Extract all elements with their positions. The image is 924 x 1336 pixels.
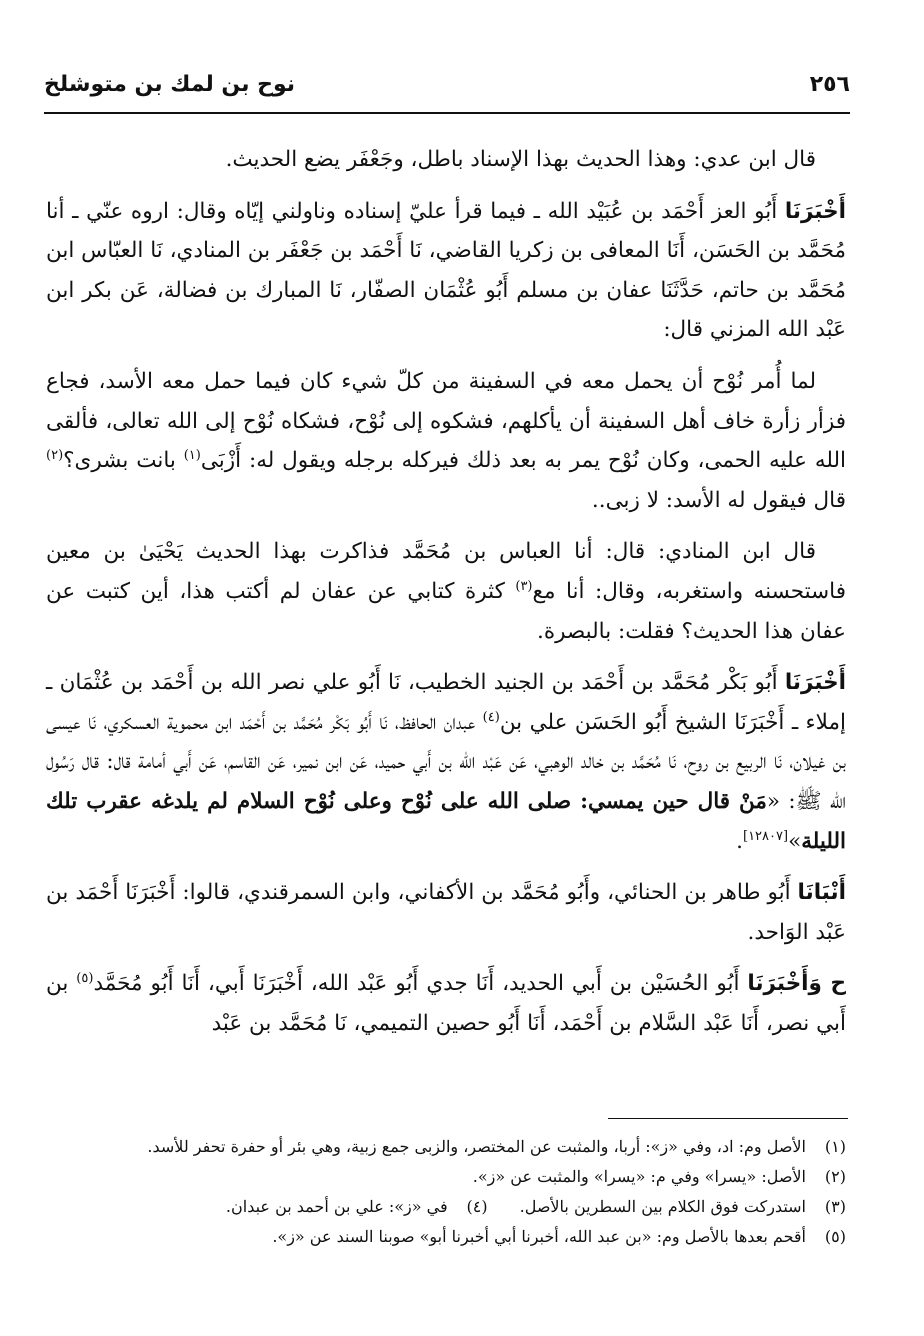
text-run: عبدان الحافظ، نَا أَبُو بَكْر مُحَمَّد بن أَحْمَد ابن محموية العسكري، نَا عيسى بن غيلان، نَا الربيع بن روح، نَا مُحَمَّد بن خالد الوهبي، عَن عَبْد الله بن أَبي حميد، عَن ابن نمير، عَن القاسم، عَن أَبي أمامة قال: قال رَسُول الله ﷺ: « bbox=[46, 709, 846, 814]
footnote-text: الأصل وم: اد، وفي «ز»: أربا، والمثبت عن المختصر، والزبى جمع زبية، وهي بئر أو حفرة تحفر للأسد. bbox=[147, 1137, 806, 1156]
text-run: قال فيقول له الأسد: لا زبى.. bbox=[591, 487, 846, 513]
text-run: أَبُو طاهر بن الحنائي، وأَبُو مُحَمَّد بن الأكفاني، وابن السمرقندي، قالوا: أَخْبَرَنَا أَحْمَد بن عَبْد الوَاحد. bbox=[46, 880, 846, 945]
footnote-number: (٢) bbox=[824, 1167, 846, 1186]
paragraph bbox=[46, 873, 846, 952]
chain-keyword: أَنْبَانَا bbox=[797, 880, 846, 906]
footnote-text: في «ز»: علي بن أحمد بن عبدان. bbox=[225, 1197, 448, 1216]
footnote-text: أقحم بعدها بالأصل وم: «بن عبد الله، أخبرنا أبي أخبرنا أبو» صوبنا السند عن «ز». bbox=[272, 1227, 806, 1246]
running-header bbox=[44, 66, 850, 106]
footnote bbox=[66, 1162, 846, 1192]
footnote-number: (١) bbox=[824, 1137, 846, 1156]
header-divider bbox=[44, 112, 850, 114]
page-number: ٢٥٦ bbox=[809, 72, 850, 97]
footnote-gap bbox=[488, 1192, 520, 1222]
footnote-marker: (٥) bbox=[76, 971, 94, 987]
footnote-number: (٤) bbox=[466, 1197, 488, 1216]
paragraph bbox=[46, 964, 846, 1043]
footnote-marker: (٤) bbox=[482, 709, 500, 725]
footnote-number: (٣) bbox=[824, 1197, 846, 1216]
footnote bbox=[66, 1222, 846, 1252]
footnote bbox=[66, 1132, 846, 1162]
footnote-marker: (٣) bbox=[515, 578, 533, 594]
footnotes bbox=[66, 1132, 846, 1252]
footnote-marker: (٢) bbox=[46, 448, 64, 463]
hadith-text: مَنْ قال حين يمسي: صلى الله على نُوْح وعلى نُوْح السلام لم يلدغه عقرب تلك الليلة bbox=[46, 788, 846, 854]
footnote-text: الأصل: «يسرا» وفي م: «يسرا» والمثبت عن «ز». bbox=[472, 1167, 806, 1186]
text-run: بن أَبي نصر، أَنَا عَبْد السَّلام بن أَحْمَد، أَنَا أَبُو حصين التميمي، نَا مُحَمَّد بن عَبْد bbox=[46, 971, 846, 1036]
footnote-number: (٥) bbox=[824, 1227, 846, 1246]
running-title: نوح بن لمك بن متوشلخ bbox=[44, 72, 296, 97]
chain-keyword: ح وَأَخْبَرَنَا bbox=[747, 971, 846, 997]
text-run: قال ابن عدي: وهذا الحديث بهذا الإسناد باطل، وجَعْفَر يضع الحديث. bbox=[225, 147, 816, 172]
text-run: قال ابن المنادي: قال: أنا العباس بن مُحَمَّد فذاكرت بهذا الحديث يَحْيَىٰ بن معين فاستحسنه واستغربه، وقال: أنا مع bbox=[46, 539, 847, 604]
footnote-divider bbox=[608, 1118, 848, 1119]
main-text bbox=[46, 140, 846, 1055]
text-run: أَبُو العز أَحْمَد بن عُبَيْد الله ـ فيما قرأ عليّ إسناده وناولني إيّاه وقال: اروه عنّي ـ أنا مُحَمَّد بن الحَسَن، أَنَا المعافى بن زكريا القاضي، نَا أَحْمَد بن جَعْفَر بن المنادي، نَا العبّاس ابن مُحَمَّد بن حاتم، حَدَّثَنَا عفان بن مسلم أَبُو عُثْمَان الصفّار، نَا المبارك بن فضالة، عَن بكر ابن عَبْد الله المزني قال: bbox=[46, 198, 846, 343]
text-run: . bbox=[736, 828, 743, 854]
text-run: » bbox=[788, 828, 802, 854]
footnote-text: استدركت فوق الكلام بين السطرين بالأصل. bbox=[519, 1197, 806, 1216]
paragraph bbox=[46, 532, 846, 651]
text-run: كثرة كتابي عن عفان لم أكتب هذا، أين كتبت عن عفان هذا الحديث؟ فقلت: بالبصرة. bbox=[46, 578, 846, 644]
paragraph bbox=[46, 140, 846, 180]
text-run: أَبُو بَكْر مُحَمَّد بن أَحْمَد بن الجنيد الخطيب، نَا أَبُو علي نصر الله بن أَحْمَد بن عُثْمَان ـ إملاء ـ أَخْبَرَنَا الشيخ أَبُو الحَسَن علي بن bbox=[46, 670, 846, 735]
chain-keyword: أَخْبَرَنَا bbox=[784, 670, 846, 696]
text-run: أَبُو الحُسَيْن بن أَبي الحديد، أَنَا جدي أَبُو عَبْد الله، أَخْبَرَنَا أَبي، أَنَا أَبُو مُحَمَّد bbox=[93, 971, 748, 997]
footnote-marker: (١) bbox=[183, 448, 201, 463]
text-run: لما أُمر نُوْح أن يحمل معه في السفينة من كلّ شيء كان فيما حمل معه الأسد، فجاع فزأر زأرة خاف أهل السفينة أن يأكلهم، فشكوه إلى نُوْح، فشكاه نُوْح إلى الله تعالى، فألقى الله عليه الحمى، وكان نُوْح يمر به بعد ذلك فيركله برجله ويقول له: أَزْبَى bbox=[46, 368, 846, 474]
paragraph bbox=[46, 362, 846, 520]
footnote bbox=[66, 1192, 846, 1222]
footnote-marker: [١٢٨٠٧] bbox=[742, 828, 789, 844]
paragraph bbox=[46, 663, 846, 861]
paragraph bbox=[46, 192, 846, 350]
chain-keyword: أَخْبَرَنَا bbox=[784, 198, 846, 224]
text-run: بانت بشرى؟ bbox=[63, 448, 184, 474]
